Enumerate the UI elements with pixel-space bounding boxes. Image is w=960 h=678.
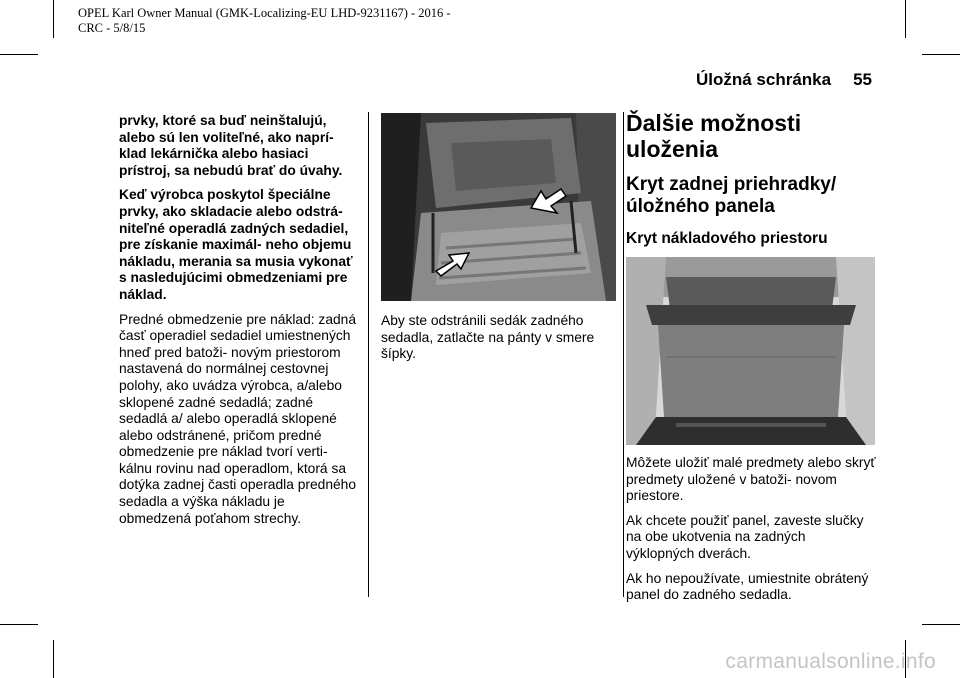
watermark-text: carmanualsonline.info bbox=[725, 650, 936, 673]
crop-mark bbox=[922, 54, 960, 55]
subsection-heading: Kryt zadnej priehradky/ úložného panela bbox=[626, 174, 837, 217]
print-metadata-line: OPEL Karl Owner Manual (GMK-Localizing-EU LHD-9231167) - 2016 - bbox=[78, 6, 451, 20]
crop-mark bbox=[53, 640, 54, 678]
paragraph: Ak ho nepoužívate, umiestnite obrátený panel do zadného sedadla. bbox=[626, 570, 869, 603]
section-title: Úložná schránka bbox=[695, 70, 832, 89]
print-metadata-line: CRC - 5/8/15 bbox=[78, 21, 146, 35]
rear-seat-removal-figure bbox=[381, 113, 616, 301]
column-divider bbox=[368, 112, 369, 597]
page-number: 55 bbox=[853, 70, 872, 89]
paragraph: Ak chcete použiť panel, zaveste slučky na obe ukotvenia na zadných výklopných dverách. bbox=[626, 512, 864, 561]
section-heading: Ďalšie možnosti uloženia bbox=[626, 110, 802, 162]
crop-mark bbox=[0, 54, 38, 55]
figure-caption: Aby ste odstránili sedák zadného sedadla, zatlačte na pánty v smere šípky. bbox=[381, 313, 595, 362]
print-metadata bbox=[78, 6, 451, 36]
paragraph: Môžete uložiť malé predmety alebo skryť predmety uložené v batoži- novom priestore. bbox=[626, 455, 876, 504]
paragraph: Predné obmedzenie pre náklad: zadná časť operadiel sedadiel umiestnených hneď pred batoži- novým priestorom nastavená do normálnej cestovnej polohy, ako uvádza výrobca, a/alebo sklopené zadné sedadlá; zadné sedadlá a/ alebo operadlá sklopené alebo odstránené, pričom predné obmedzenie pre náklad tvorí verti- kálnu rovinu nad operadlom, ktorá sa dotýka zadnej časti operadla predného sedadla a výška nákladu je obmedzená poťahom strechy. bbox=[119, 311, 357, 526]
running-head bbox=[696, 70, 872, 90]
column-divider bbox=[623, 112, 624, 597]
crop-mark bbox=[53, 0, 54, 38]
column-right bbox=[626, 110, 876, 612]
crop-mark bbox=[0, 624, 38, 625]
column-middle bbox=[381, 113, 617, 371]
topic-heading: Kryt nákladového priestoru bbox=[626, 230, 828, 247]
bold-paragraph: prvky, ktoré sa buď neinštalujú, alebo sú len voliteľné, ako naprí- klad lekárnička alebo hasiaci prístroj, sa nebudú brať do úvahy. bbox=[119, 113, 343, 178]
bold-paragraph: Keď výrobca poskytol špeciálne prvky, ako skladacie alebo odstrá- niteľné operadlá zadných sedadiel, pre získanie maximál- neho objemu nákladu, merania sa musia vykonať s nasledujúcimi obmedzeniami pre náklad. bbox=[119, 187, 353, 302]
column-left bbox=[119, 113, 359, 535]
crop-mark bbox=[922, 624, 960, 625]
crop-mark bbox=[905, 0, 906, 38]
cargo-cover-figure bbox=[626, 257, 875, 445]
